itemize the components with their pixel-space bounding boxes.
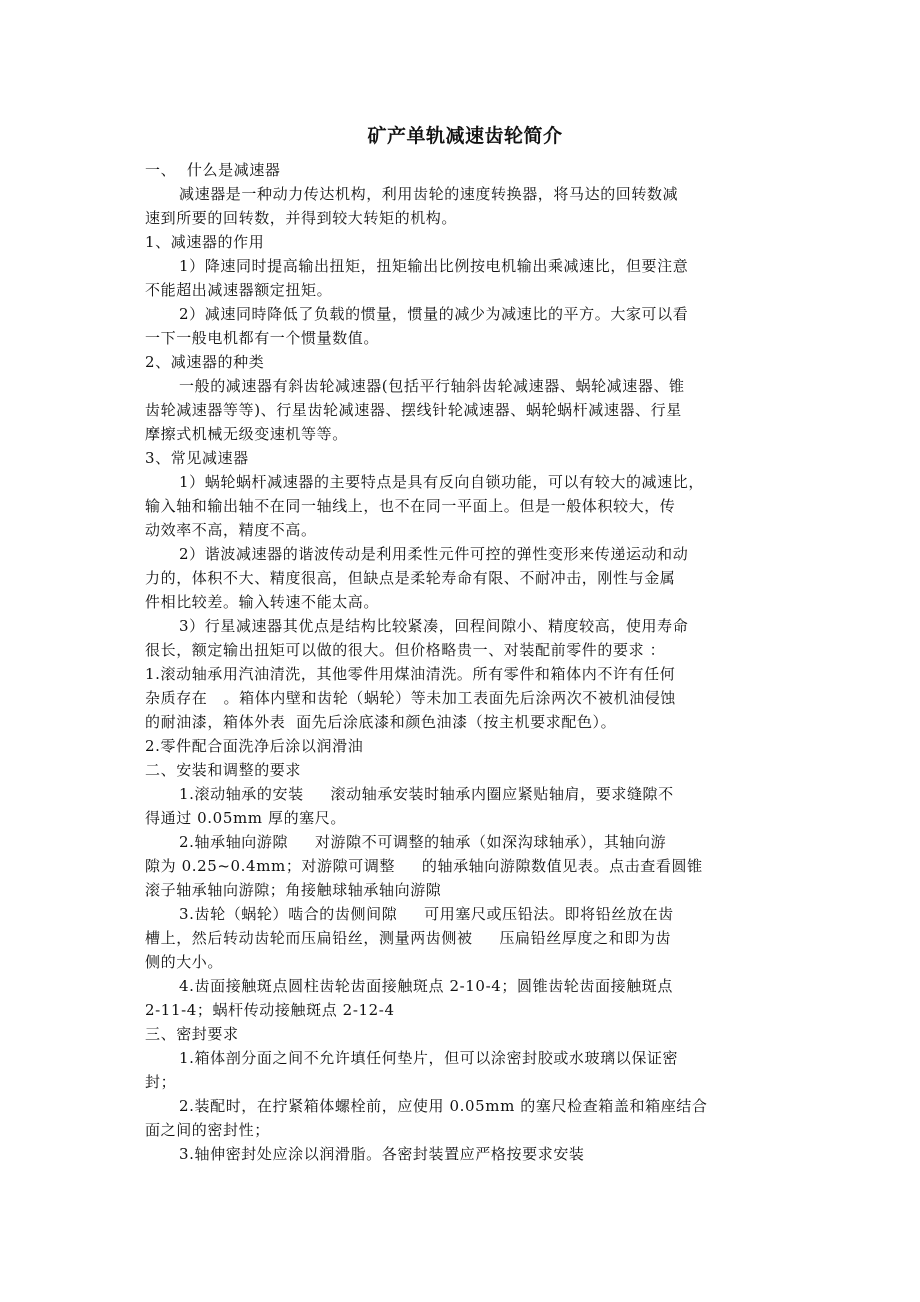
text-line: 滚子轴承轴向游隙；角接触球轴承轴向游隙 <box>145 881 442 899</box>
text-line: 2、减速器的种类 <box>145 353 265 371</box>
text-line: 输入轴和输出轴不在同一轴线上，也不在同一平面上。但是一般体积较大，传 <box>145 497 676 515</box>
text-line: 1、减速器的作用 <box>145 233 265 251</box>
text-line: 杂质存在 。箱体内壁和齿轮（蜗轮）等未加工表面先后涂两次不被机油侵蚀 <box>145 689 676 707</box>
text-line: 3、常见减速器 <box>145 449 249 467</box>
text-line: 3）行星减速器其优点是结构比较紧凑，回程间隙小、精度较高，使用寿命 <box>179 617 689 635</box>
text-line: 一般的减速器有斜齿轮减速器(包括平行轴斜齿轮减速器、蜗轮减速器、锥 <box>179 377 685 395</box>
text-line: 三、密封要求 <box>145 1025 239 1043</box>
text-line: 动效率不高，精度不高。 <box>145 521 317 539</box>
text-line: 2）谐波减速器的谐波传动是利用柔性元件可控的弹性变形来传递运动和动 <box>179 545 689 563</box>
text-line: 一、 什么是减速器 <box>145 161 281 179</box>
text-line: 减速器是一种动力传达机构，利用齿轮的速度转换器，将马达的回转数减 <box>179 185 679 203</box>
text-line: 1.箱体剖分面之间不允许填任何垫片，但可以涂密封胶或水玻璃以保证密 <box>179 1049 679 1067</box>
document-page <box>145 118 785 1166</box>
text-line: 2-11-4；蜗杆传动接触斑点 2-12-4 <box>145 1001 395 1019</box>
text-line: 力的，体积不大、精度很高，但缺点是柔轮寿命有限、不耐冲击，刚性与金属 <box>145 569 676 587</box>
text-line: 二、安装和调整的要求 <box>145 761 302 779</box>
text-line: 槽上，然后转动齿轮而压扁铅丝，测量两齿侧被 压扁铅丝厚度之和即为齿 <box>145 929 672 947</box>
text-line: 2.装配时，在拧紧箱体螺栓前，应使用 0.05mm 的塞尺检查箱盖和箱座结合 <box>179 1097 708 1115</box>
text-line: 2.轴承轴向游隙 对游隙不可调整的轴承（如深沟球轴承），其轴向游 <box>179 833 667 851</box>
text-line: 1）降速同时提高输出扭矩，扭矩输出比例按电机输出乘减速比，但要注意 <box>179 257 689 275</box>
text-line: 件相比较差。输入转速不能太高。 <box>145 593 380 611</box>
text-line: 2.零件配合面洗净后涂以润滑油 <box>145 737 364 755</box>
text-line: 速到所要的回转数，并得到较大转矩的机构。 <box>145 209 458 227</box>
text-line: 摩擦式机械无级变速机等等。 <box>145 425 348 443</box>
text-line: 得通过 0.05mm 厚的塞尺。 <box>145 809 346 827</box>
text-line: 3.轴伸密封处应涂以润滑脂。各密封装置应严格按要求安装 <box>179 1145 585 1163</box>
text-line: 1.滚动轴承用汽油清洗，其他零件用煤油清洗。所有零件和箱体内不许有任何 <box>145 665 676 683</box>
text-line: 很长，额定输出扭矩可以做的很大。但价格略贵一、对装配前零件的要求 ： <box>145 641 666 659</box>
text-line: 齿轮减速器等等)、行星齿轮减速器、摆线针轮减速器、蜗轮蜗杆减速器、行星 <box>145 401 682 419</box>
text-line: 的耐油漆，箱体外表 面先后涂底漆和颜色油漆（按主机要求配色）。 <box>145 713 617 731</box>
text-line: 一下一般电机都有一个惯量数值。 <box>145 329 380 347</box>
text-line: 4.齿面接触斑点圆柱齿轮齿面接触斑点 2-10-4；圆锥齿轮齿面接触斑点 <box>179 977 673 995</box>
text-line: 不能超出减速器额定扭矩。 <box>145 281 333 299</box>
text-line: 1）蜗轮蜗杆减速器的主要特点是具有反向自锁功能，可以有较大的减速比， <box>179 473 704 491</box>
text-line: 面之间的密封性； <box>145 1121 270 1139</box>
text-line: 侧的大小。 <box>145 953 224 971</box>
text-line: 封； <box>145 1073 177 1091</box>
document-title: 矿产单轨减速齿轮简介 <box>367 125 563 147</box>
document-body <box>145 158 785 1166</box>
text-line: 2）减速同時降低了负载的惯量，惯量的减少为减速比的平方。大家可以看 <box>179 305 689 323</box>
text-line: 隙为 0.25~0.4mm；对游隙可调整 的轴承轴向游隙数值见表。点击查看圆锥 <box>145 857 703 875</box>
text-line: 3.齿轮（蜗轮）啮合的齿侧间隙 可用塞尺或压铅法。即将铅丝放在齿 <box>179 905 674 923</box>
text-line: 1.滚动轴承的安装 滚动轴承安装时轴承内圈应紧贴轴肩，要求缝隙不 <box>179 785 674 803</box>
